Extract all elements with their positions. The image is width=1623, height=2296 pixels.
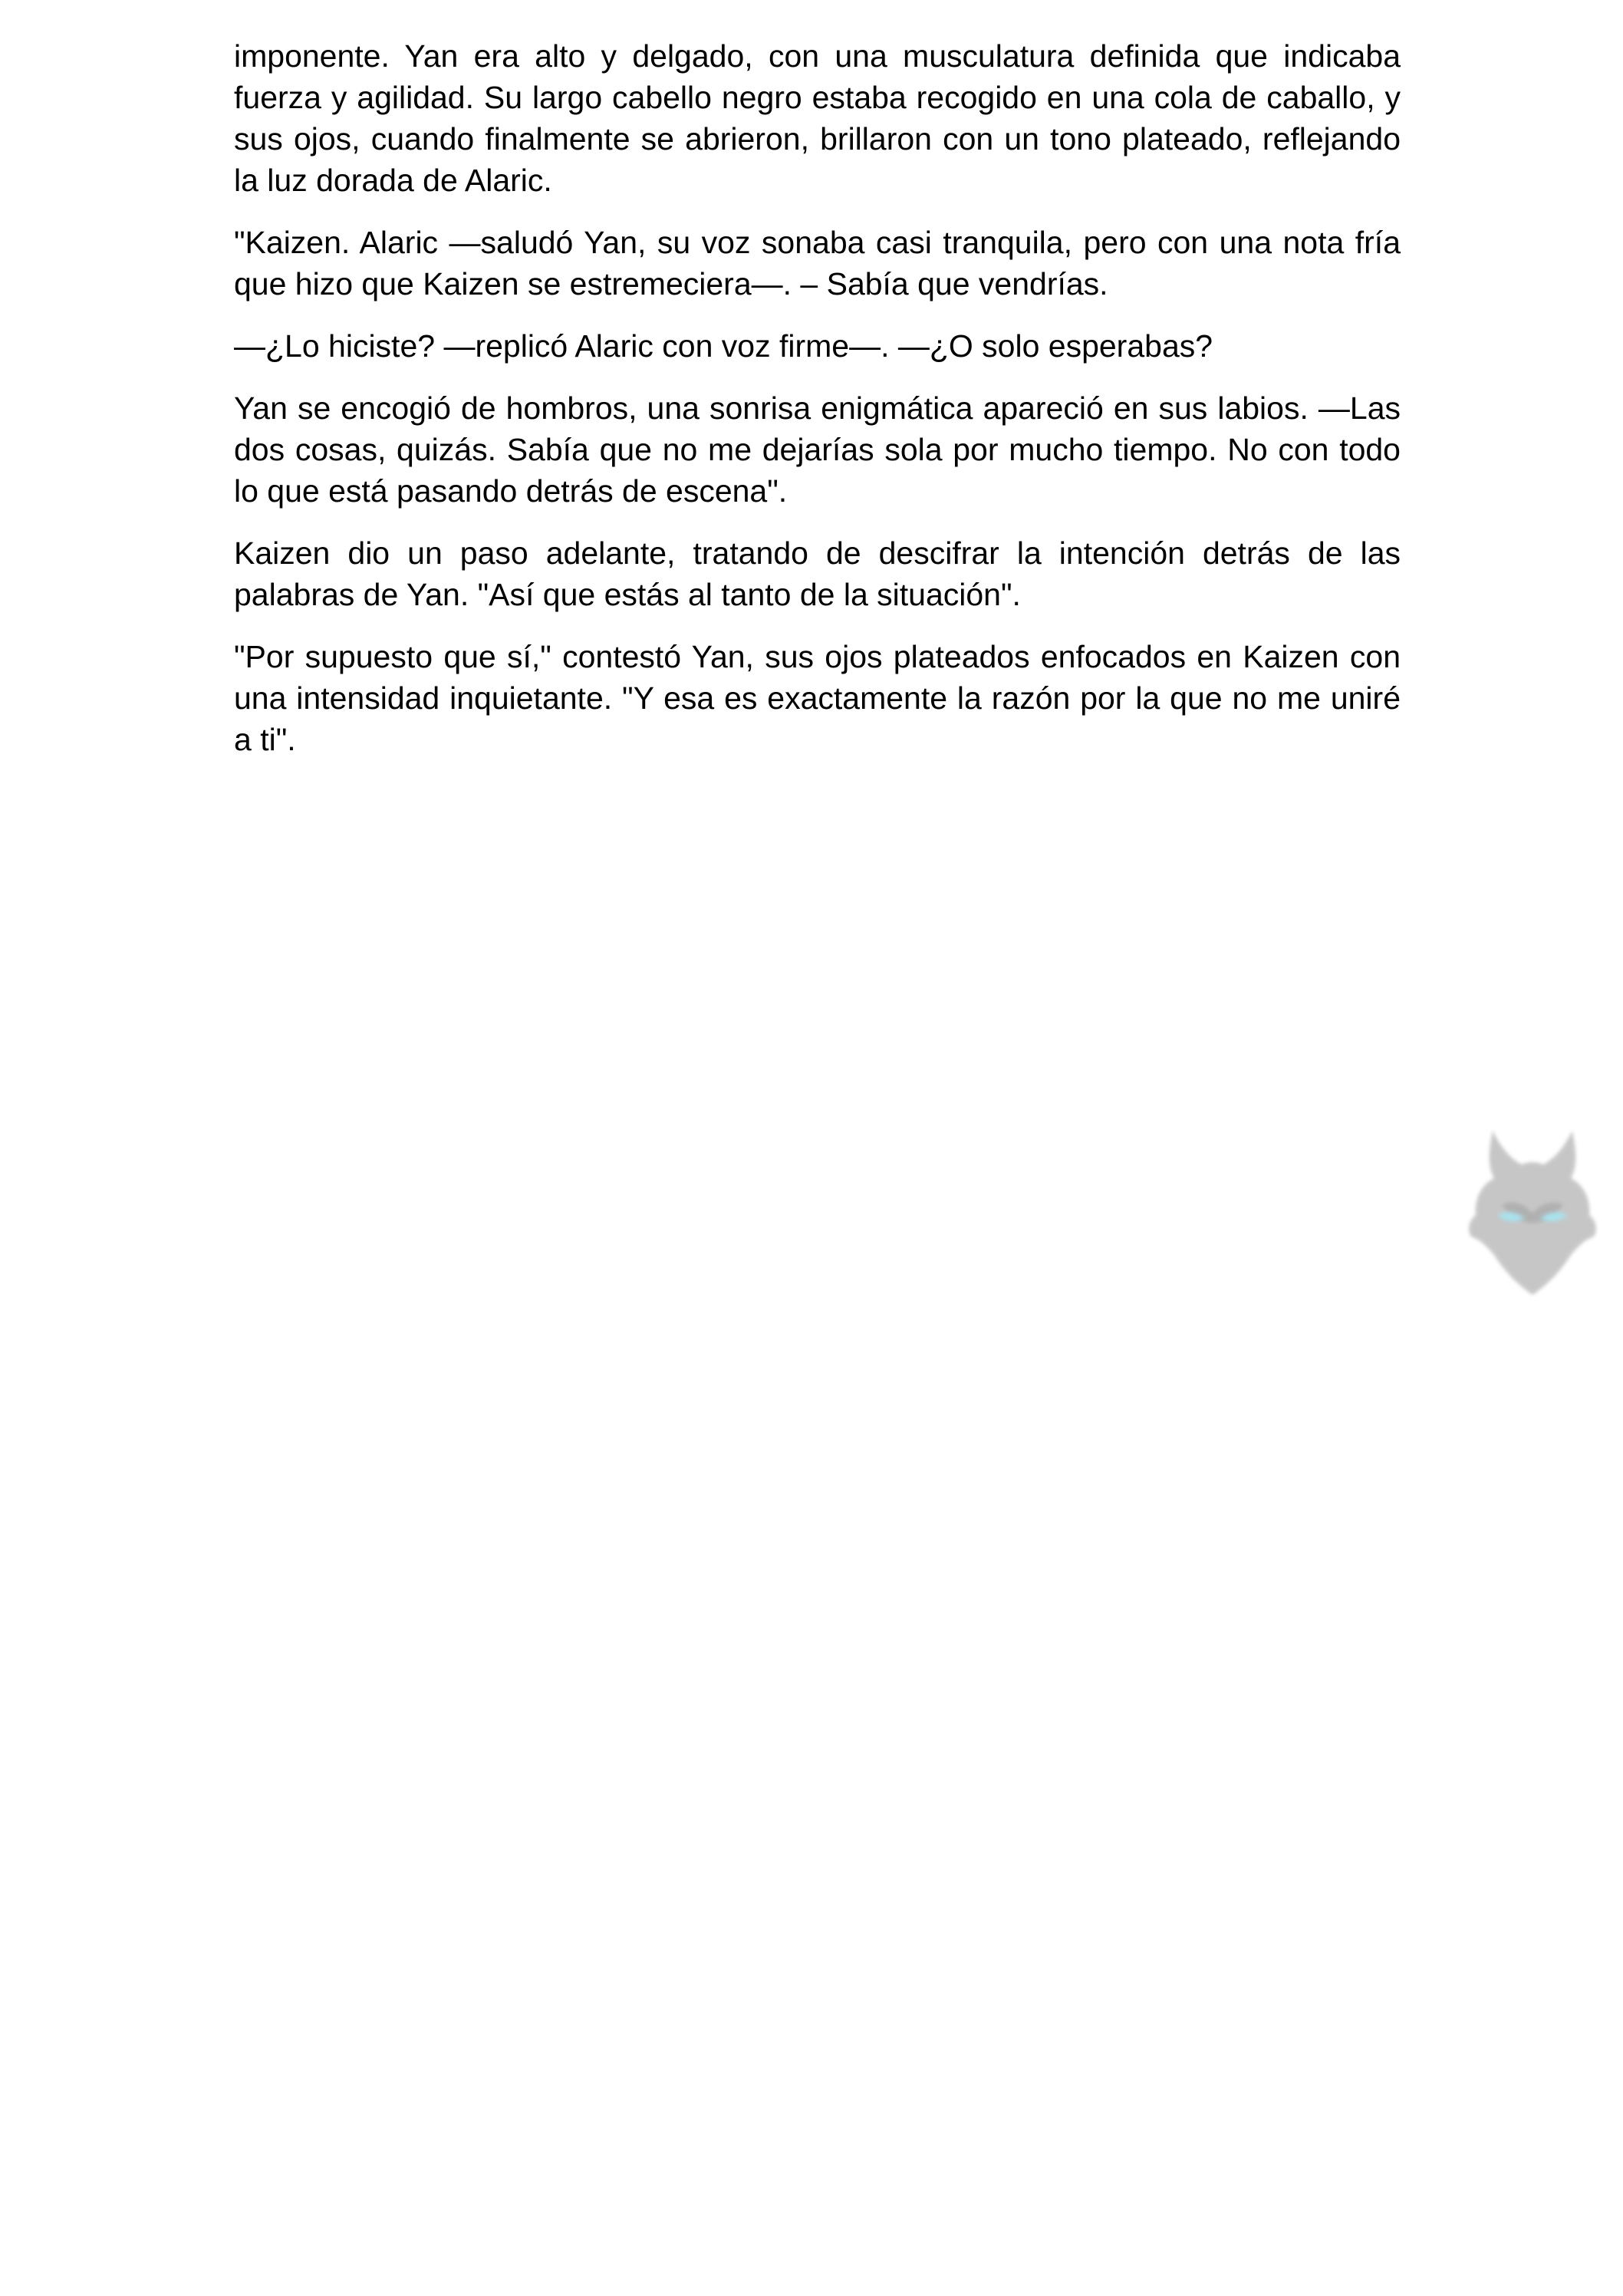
story-text — [234, 35, 1401, 781]
paragraph-5: Kaizen dio un paso adelante, tratando de descifrar la intención detrás de las palabras de Yan. "Así que estás al tanto de la situación". — [234, 535, 1401, 612]
paragraph-6: "Por supuesto que sí," contestó Yan, sus ojos plateados enfocados en Kaizen con una intensidad inquietante. "Y esa es exactamente la razón por la que no me uniré a ti". — [234, 639, 1401, 757]
paragraph-1: imponente. Yan era alto y delgado, con una musculatura definida que indicaba fuerza y agilidad. Su largo cabello negro estaba recogido en una cola de caballo, y sus ojos, cuando finalmente se abrieron, brillaron con un tono plateado, reflejando la luz dorada de Alaric. — [234, 38, 1401, 198]
paragraph-3: —¿Lo hiciste? —replicó Alaric con voz firme—. —¿O solo esperabas? — [234, 328, 1213, 364]
paragraph-4: Yan se encogió de hombros, una sonrisa enigmática apareció en sus labios. —Las dos cosas, quizás. Sabía que no me dejarías sola por mucho tiempo. No con todo lo que está pasando detrás de escena". — [234, 390, 1401, 509]
paragraph-2: "Kaizen. Alaric —saludó Yan, su voz sonaba casi tranquila, pero con una nota fría que hizo que Kaizen se estremeciera—. – Sabía que vendrías. — [234, 225, 1401, 301]
demon-head-logo-icon — [1463, 1125, 1602, 1301]
